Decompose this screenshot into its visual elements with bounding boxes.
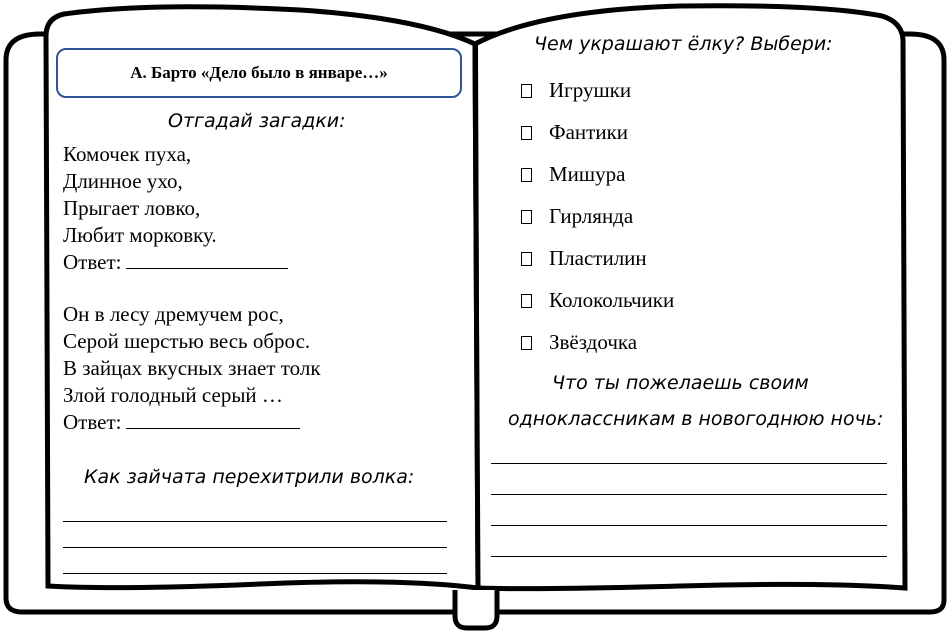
option-label: Фантики (549, 119, 629, 144)
wish-write-line[interactable] (491, 494, 887, 495)
option-item[interactable] (521, 329, 637, 355)
riddles-heading: Отгадай загадки: (168, 110, 346, 132)
wish-heading-line1: Что ты пожелаешь своим (552, 372, 809, 394)
option-label: Мишура (549, 161, 626, 186)
riddle2-answer (63, 409, 300, 436)
riddle1-answer-label: Ответ: (63, 250, 122, 274)
option-label: Пластилин (549, 245, 647, 270)
wish-heading-line2: одноклассникам в новогоднюю ночь: (508, 408, 884, 430)
option-item[interactable] (521, 203, 633, 229)
answer-write-line[interactable] (63, 573, 447, 574)
answer-write-line[interactable] (63, 547, 447, 548)
wish-write-line[interactable] (491, 556, 887, 557)
wish-write-line[interactable] (491, 525, 887, 526)
book-title: А. Барто «Дело было в январе…» (130, 63, 388, 82)
option-item[interactable] (521, 77, 631, 103)
checkbox-icon[interactable] (521, 126, 532, 140)
riddle1-line: Длинное ухо, (63, 169, 183, 193)
book-spine-tab (455, 590, 497, 628)
question-heading: Как зайчата перехитрили волка: (84, 466, 415, 488)
checkbox-icon[interactable] (521, 84, 532, 98)
riddle2-answer-label: Ответ: (63, 410, 122, 434)
option-item[interactable] (521, 119, 628, 145)
choose-heading: Чем украшают ёлку? Выбери: (534, 33, 833, 55)
wish-write-line[interactable] (491, 463, 887, 464)
riddle1-line: Прыгает ловко, (63, 196, 201, 220)
riddle1-line: Комочек пуха, (63, 142, 192, 166)
riddle2-line: Серой шерстью весь оброс. (63, 329, 311, 353)
riddle2-line: Злой голодный серый … (63, 383, 283, 407)
option-item[interactable] (521, 161, 625, 187)
option-label: Колокольчики (549, 287, 675, 312)
answer-write-line[interactable] (63, 521, 447, 522)
riddle2-answer-blank[interactable] (126, 410, 300, 429)
riddle2-line: Он в лесу дремучем рос, (63, 302, 284, 326)
book-title-box (56, 48, 462, 98)
checkbox-icon[interactable] (521, 210, 532, 224)
checkbox-icon[interactable] (521, 168, 532, 182)
riddle1-answer (63, 249, 288, 276)
option-label: Игрушки (549, 77, 632, 102)
riddle1-line: Любит морковку. (63, 223, 217, 247)
option-item[interactable] (521, 245, 647, 271)
option-item[interactable] (521, 287, 674, 313)
riddle2-line: В зайцах вкусных знает толк (63, 356, 321, 380)
option-label: Гирлянда (549, 203, 634, 228)
checkbox-icon[interactable] (521, 252, 532, 266)
riddle1-answer-blank[interactable] (126, 250, 288, 269)
checkbox-icon[interactable] (521, 336, 532, 350)
checkbox-icon[interactable] (521, 294, 532, 308)
option-label: Звёздочка (549, 329, 638, 354)
